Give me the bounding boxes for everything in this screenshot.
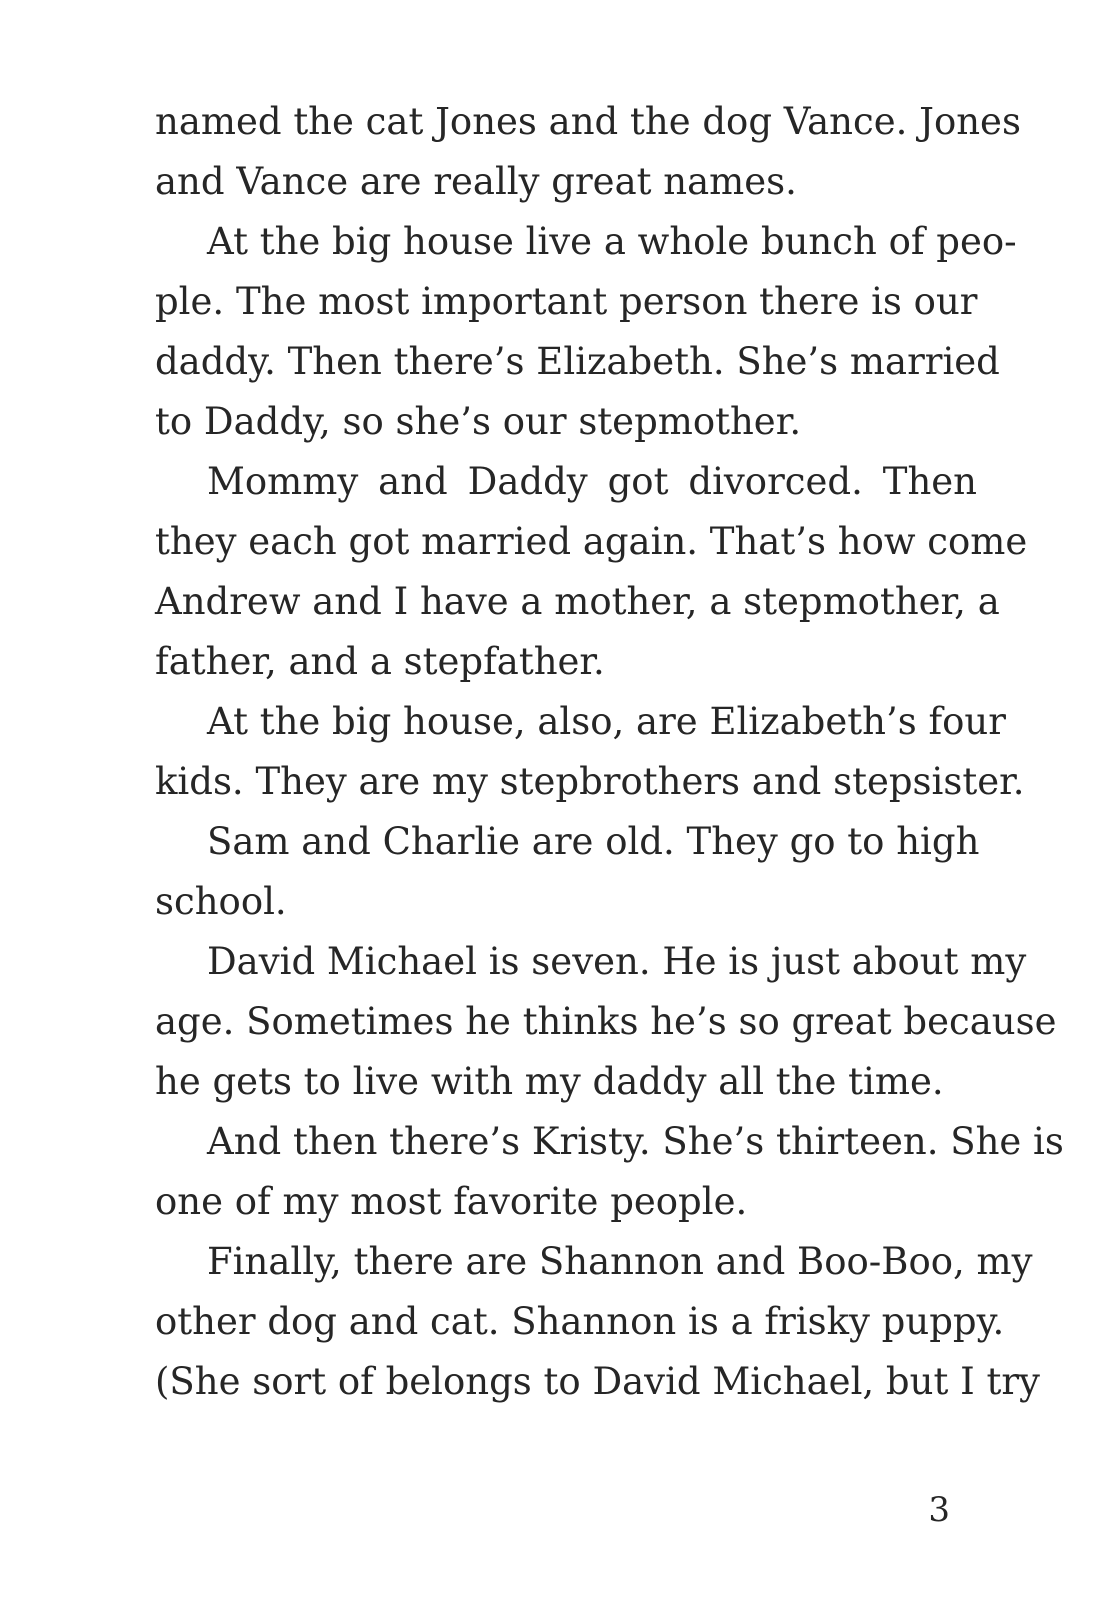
text-line: one of my most favorite people. [155, 1180, 748, 1223]
text-line: Andrew and I have a mother, a stepmother, a [155, 580, 1000, 623]
page-number: 3 [928, 1490, 950, 1530]
text-line: other dog and cat. Shannon is a frisky puppy. [155, 1300, 1005, 1343]
text-line: At the big house live a whole bunch of peo- [207, 220, 1017, 263]
text-line: age. Sometimes he thinks he’s so great because [155, 1000, 1057, 1043]
text-line: David Michael is seven. He is just about my [207, 940, 1027, 983]
text-line: At the big house, also, are Elizabeth’s four [207, 700, 1006, 743]
text-line: (She sort of belongs to David Michael, but I try [155, 1360, 1040, 1403]
text-line: named the cat Jones and the dog Vance. Jones [155, 100, 1021, 143]
text-line: and Vance are really great names. [155, 160, 797, 203]
text-line: school. [155, 880, 287, 923]
text-line: to Daddy, so she’s our stepmother. [155, 400, 802, 443]
text-line: And then there’s Kristy. She’s thirteen. She is [207, 1120, 1064, 1163]
text-line: daddy. Then there’s Elizabeth. She’s married [155, 340, 1000, 383]
text-line: Finally, there are Shannon and Boo-Boo, my [207, 1240, 1033, 1283]
body-text [155, 92, 1064, 1412]
text-line: kids. They are my stepbrothers and stepsister. [155, 760, 1025, 803]
text-line: father, and a stepfather. [155, 640, 605, 683]
text-line: Sam and Charlie are old. They go to high [207, 820, 980, 863]
text-line: Mommy and Daddy got divorced. Then [207, 460, 977, 503]
text-line: ple. The most important person there is our [155, 280, 978, 323]
text-line: they each got married again. That’s how come [155, 520, 1028, 563]
text-line: he gets to live with my daddy all the time. [155, 1060, 944, 1103]
